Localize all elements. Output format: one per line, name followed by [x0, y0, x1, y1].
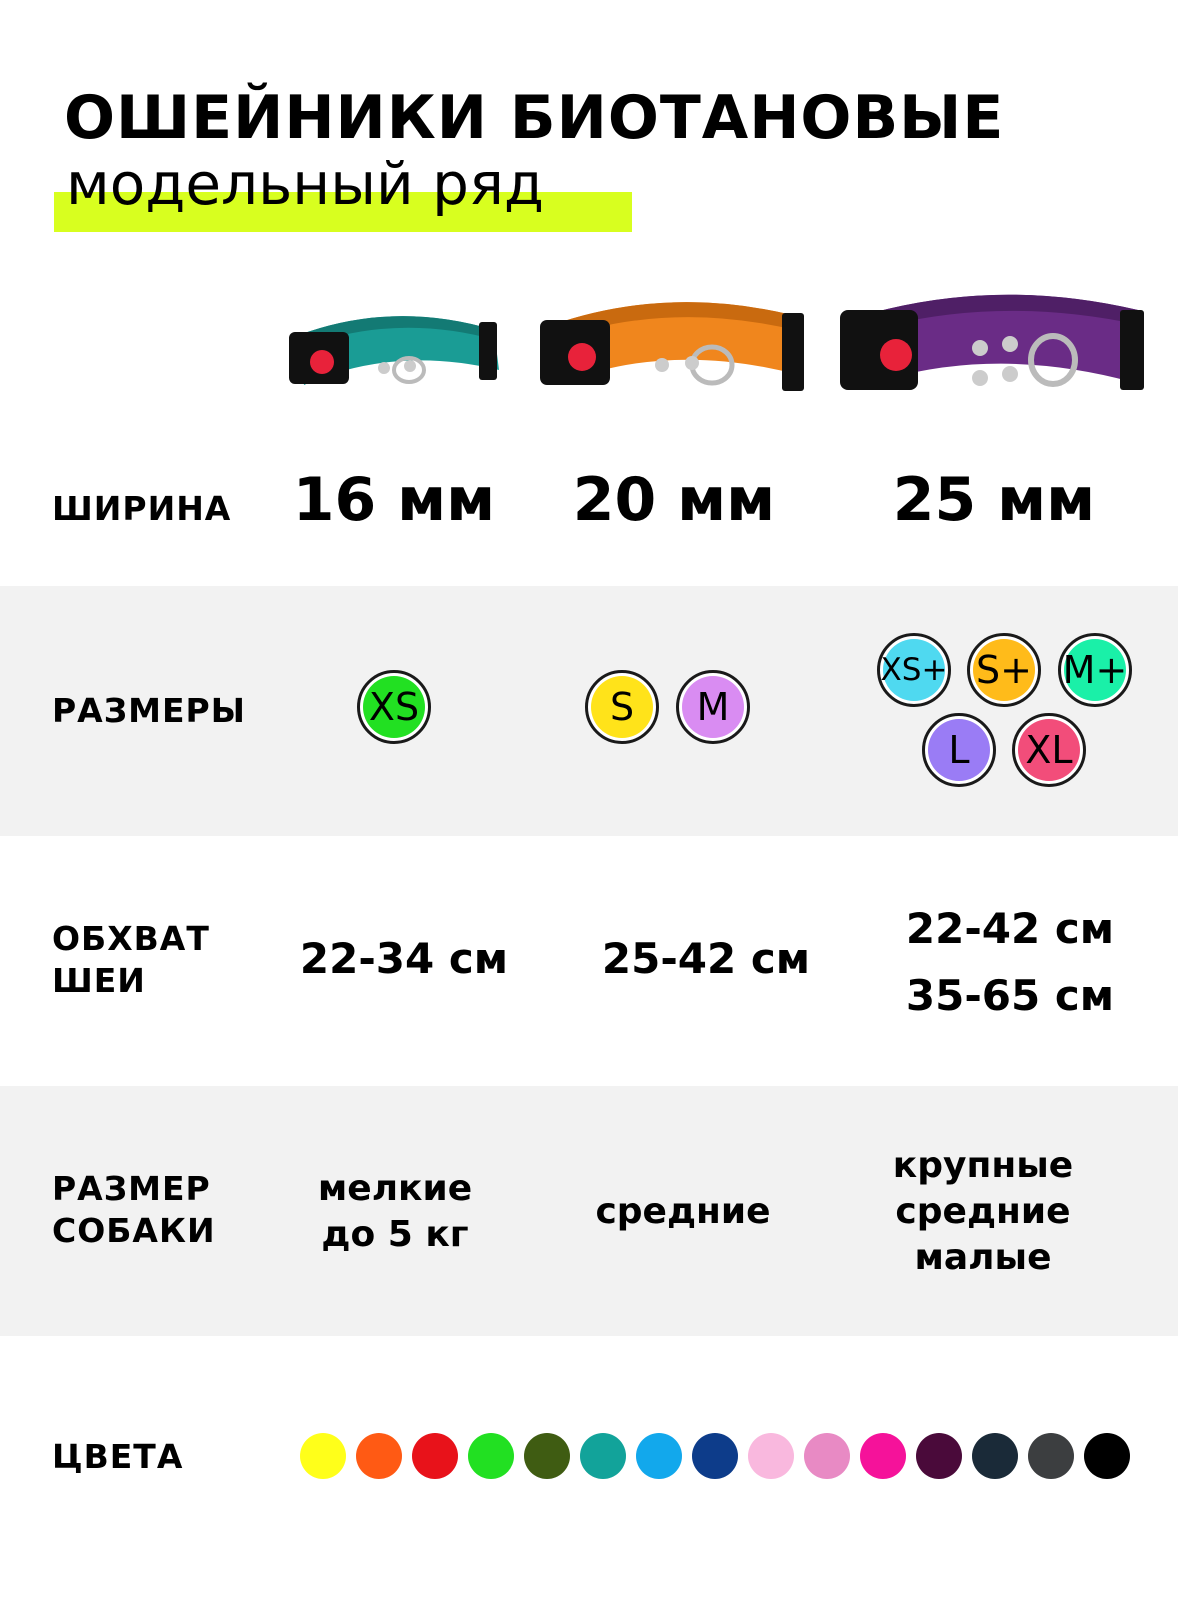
dog-size-col2-line1: средние [595, 1191, 771, 1232]
color-swatch [748, 1433, 794, 1479]
size-badge-s-plus: S+ [967, 633, 1041, 707]
size-badge-m: M [676, 670, 750, 744]
neck-value-25-a: 22-42 см [905, 904, 1115, 953]
size-badge-l: L [922, 713, 996, 787]
colors-label: ЦВЕТА [52, 1437, 184, 1476]
purple-collar-image [838, 280, 1148, 415]
dog-size-col3 [893, 1143, 1073, 1281]
orange-collar-image [537, 285, 812, 410]
color-swatch [636, 1433, 682, 1479]
size-badge-xs-plus: XS+ [877, 633, 951, 707]
color-swatch [300, 1433, 346, 1479]
color-swatch [916, 1433, 962, 1479]
color-swatch [580, 1433, 626, 1479]
width-label: ШИРИНА [52, 489, 232, 528]
color-swatch [356, 1433, 402, 1479]
teal-collar-image [284, 300, 514, 400]
neck-value-25-b: 35-65 см [905, 971, 1115, 1020]
dog-size-col3-line3: малые [914, 1237, 1052, 1279]
size-badge-s: S [585, 670, 659, 744]
neck-value-20: 25-42 см [601, 934, 811, 983]
neck-label-line2: ШЕИ [52, 961, 146, 1001]
size-badge-xl: XL [1012, 713, 1086, 787]
color-swatches [300, 1433, 1130, 1479]
size-badge-xs: XS [357, 670, 431, 744]
color-swatch [860, 1433, 906, 1479]
color-swatch [524, 1433, 570, 1479]
dog-size-label-line2: СОБАКИ [52, 1211, 216, 1251]
size-badge-m-plus: M+ [1058, 633, 1132, 707]
page-subtitle: модельный ряд [66, 150, 544, 218]
neck-label-line1: ОБХВАТ [52, 919, 210, 958]
dog-size-col1-line2: до 5 кг [321, 1214, 469, 1256]
color-swatch [804, 1433, 850, 1479]
color-swatch [468, 1433, 514, 1479]
width-value-25: 25 мм [892, 465, 1096, 535]
color-swatch [1028, 1433, 1074, 1479]
dog-size-col1 [318, 1166, 472, 1258]
color-swatch [412, 1433, 458, 1479]
color-swatch [692, 1433, 738, 1479]
dog-size-col1-line1: мелкие [317, 1168, 473, 1209]
dog-size-col3-line2: средние [895, 1191, 1071, 1233]
neck-label [52, 918, 210, 1002]
color-swatch [1084, 1433, 1130, 1479]
dog-size-col2 [595, 1189, 770, 1235]
dog-size-col3-line1: крупные [892, 1145, 1074, 1186]
dog-size-label [52, 1168, 216, 1252]
width-value-16: 16 мм [292, 465, 496, 535]
width-value-20: 20 мм [572, 465, 776, 535]
neck-value-16: 22-34 см [299, 934, 509, 983]
page-title: ОШЕЙНИКИ БИОТАНОВЫЕ [64, 83, 1005, 153]
sizes-label: РАЗМЕРЫ [52, 691, 246, 730]
color-swatch [972, 1433, 1018, 1479]
dog-size-label-line1: РАЗМЕР [52, 1169, 211, 1208]
